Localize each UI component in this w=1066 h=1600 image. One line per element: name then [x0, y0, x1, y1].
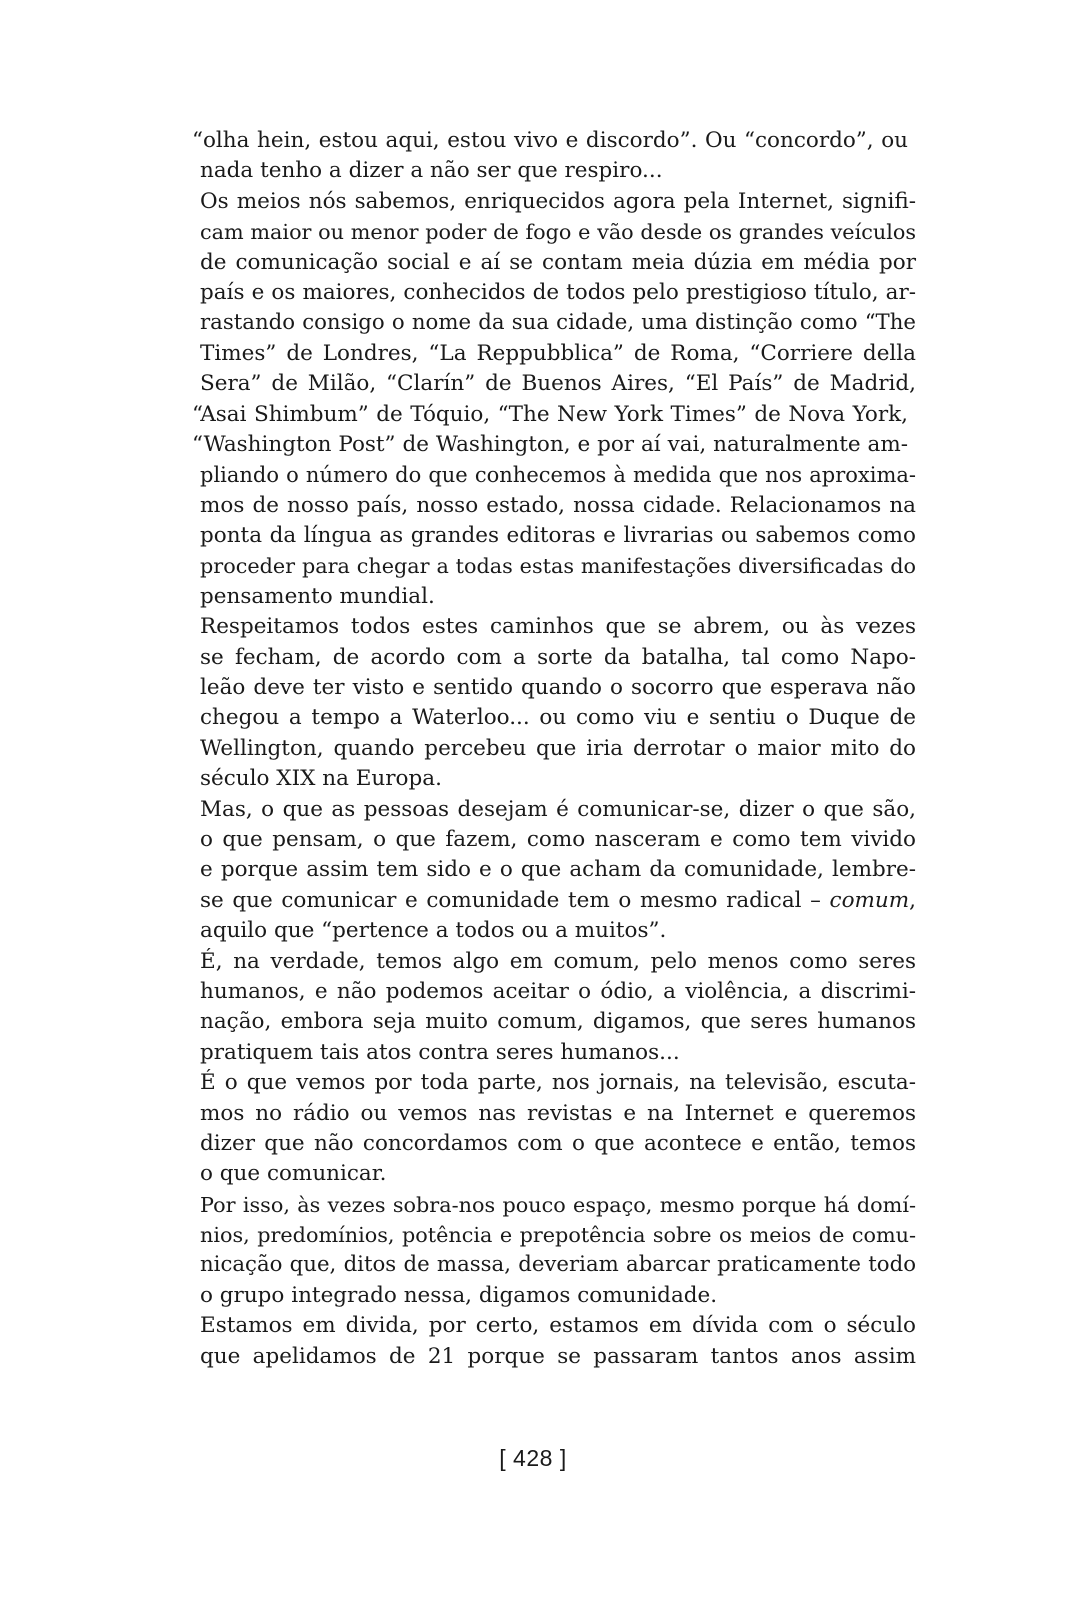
text-line-content: chegou a tempo a Waterloo... ou como viu e sentiu o Duque de	[200, 705, 916, 731]
text-line-content: Por isso, às vezes sobra-nos pouco espaço, mesmo porque há domí-	[200, 1192, 916, 1217]
text-line	[200, 673, 916, 703]
text-line-content: nação, embora seja muito comum, digamos, que seres humanos	[200, 1009, 916, 1035]
text-line-content: que apelidamos de 21 porque se passaram tantos anos assim	[200, 1343, 916, 1369]
text-line	[200, 916, 916, 946]
text-line-content: pratiquem tais atos contra seres humanos...	[200, 1039, 680, 1065]
text-line-content: É o que vemos por toda parte, nos jornais, na televisão, escuta-	[200, 1070, 916, 1096]
text-line-content: leão deve ter visto e sentido quando o socorro que esperava não	[200, 675, 916, 701]
text-line-content: ponta da língua as grandes editoras e livrarias ou sabemos como	[200, 523, 916, 549]
text-line-content: de comunicação social e aí se contam meia dúzia em média por	[200, 249, 916, 275]
text-line	[200, 156, 916, 186]
text-line-content: pensamento mundial.	[200, 583, 435, 609]
text-line	[200, 521, 916, 551]
text-line-content: século XIX na Europa.	[200, 766, 442, 792]
text-line-content: nios, predomínios, potência e prepotência sobre os meios de comu-	[200, 1223, 916, 1248]
text-line-content: Mas, o que as pessoas desejam é comunicar-se, dizer o que são,	[200, 796, 916, 822]
text-line-content: pliando o número do que conhecemos à medida que nos aproxima-	[200, 463, 916, 488]
text-line	[200, 278, 916, 308]
text-line-content: nada tenho a dizer a não ser que respiro...	[200, 158, 663, 184]
text-line	[200, 217, 916, 247]
text-line-content: “Washington Post” de Washington, e por aí vai, naturalmente am-	[192, 431, 908, 457]
text-line	[200, 1281, 916, 1311]
text-line-content: e porque assim tem sido e o que acham da comunidade, lembre-	[200, 857, 916, 883]
text-line	[200, 1220, 916, 1250]
body-text	[192, 126, 916, 1372]
text-line	[200, 1342, 916, 1372]
text-line	[200, 703, 916, 733]
text-line-content: mos no rádio ou vemos nas revistas e na Internet e queremos	[200, 1100, 916, 1126]
text-line-content: dizer que não concordamos com o que acontece e então, temos	[200, 1130, 916, 1156]
text-line	[200, 308, 916, 338]
text-line	[200, 460, 916, 490]
text-line-content: nicação que, ditos de massa, deveriam abarcar praticamente todo	[200, 1252, 916, 1278]
text-line	[200, 1129, 916, 1159]
text-line	[200, 1159, 916, 1189]
text-line	[200, 582, 916, 612]
text-line	[200, 369, 916, 399]
text-line	[200, 1068, 916, 1098]
text-line-content: É, na verdade, temos algo em comum, pelo menos como seres	[200, 948, 916, 974]
text-line	[200, 551, 916, 581]
text-line-content: o que comunicar.	[200, 1161, 387, 1187]
text-line-content: “olha hein, estou aqui, estou vivo e discordo”. Ou “concordo”, ou	[192, 128, 908, 153]
text-line-content: Sera” de Milão, “Clarín” de Buenos Aires, “El País” de Madrid,	[200, 371, 916, 397]
text-line	[200, 855, 916, 885]
text-line-content: “Asai Shimbum” de Tóquio, “The New York Times” de Nova York,	[192, 401, 908, 427]
text-line-content: humanos, e não podemos aceitar o ódio, a violência, a discrimi-	[200, 978, 916, 1004]
italic-word: comum	[829, 887, 910, 913]
text-line-content: país e os maiores, conhecidos de todos pelo prestigioso título, ar-	[200, 279, 916, 305]
text-line-content: cam maior ou menor poder de fogo e vão desde os grandes veículos	[200, 220, 916, 245]
text-line-content: o que pensam, o que fazem, como nasceram e como tem vivido	[200, 826, 916, 852]
text-line	[192, 430, 908, 460]
text-line	[200, 764, 916, 794]
text-line-content: Os meios nós sabemos, enriquecidos agora pela Internet, signifi-	[200, 188, 916, 214]
text-line	[200, 795, 916, 825]
text-line	[200, 1311, 916, 1341]
text-line-content: proceder para chegar a todas estas manifestações diversificadas do	[200, 554, 916, 579]
text-line	[200, 491, 916, 521]
text-line-content: Wellington, quando percebeu que iria derrotar o maior mito do	[200, 735, 916, 761]
text-line-content: Respeitamos todos estes caminhos que se abrem, ou às vezes	[200, 614, 916, 640]
text-line	[192, 400, 908, 430]
text-line-content: aquilo que “pertence a todos ou a muitos”.	[200, 918, 667, 944]
text-line	[200, 886, 916, 916]
text-line	[200, 1190, 916, 1220]
text-line	[200, 1007, 916, 1037]
text-line-content: o grupo integrado nessa, digamos comunidade.	[200, 1282, 718, 1308]
text-line-content: se que comunicar e comunidade tem o mesmo radical –	[200, 887, 830, 913]
text-line	[200, 187, 916, 217]
text-line-content: mos de nosso país, nosso estado, nossa cidade. Relacionamos na	[200, 492, 916, 518]
text-line	[200, 825, 916, 855]
text-line	[200, 947, 916, 977]
text-line	[192, 126, 908, 156]
text-line	[200, 977, 916, 1007]
text-line-content: Estamos em divida, por certo, estamos em dívida com o século	[200, 1313, 916, 1339]
text-line	[200, 339, 916, 369]
text-line	[200, 1250, 916, 1280]
text-line	[200, 248, 916, 278]
text-line-content: rastando consigo o nome da sua cidade, uma distinção como “The	[200, 310, 916, 336]
text-line	[200, 612, 916, 642]
text-line-content: Times” de Londres, “La Reppubblica” de Roma, “Corriere della	[200, 340, 916, 366]
text-line	[200, 1038, 916, 1068]
text-line-content: se fecham, de acordo com a sorte da batalha, tal como Napo-	[200, 644, 916, 670]
page-number: [ 428 ]	[499, 1445, 567, 1471]
text-line	[200, 734, 916, 764]
text-line	[200, 643, 916, 673]
text-line	[200, 1099, 916, 1129]
text-line-suffix: ,	[909, 887, 916, 913]
